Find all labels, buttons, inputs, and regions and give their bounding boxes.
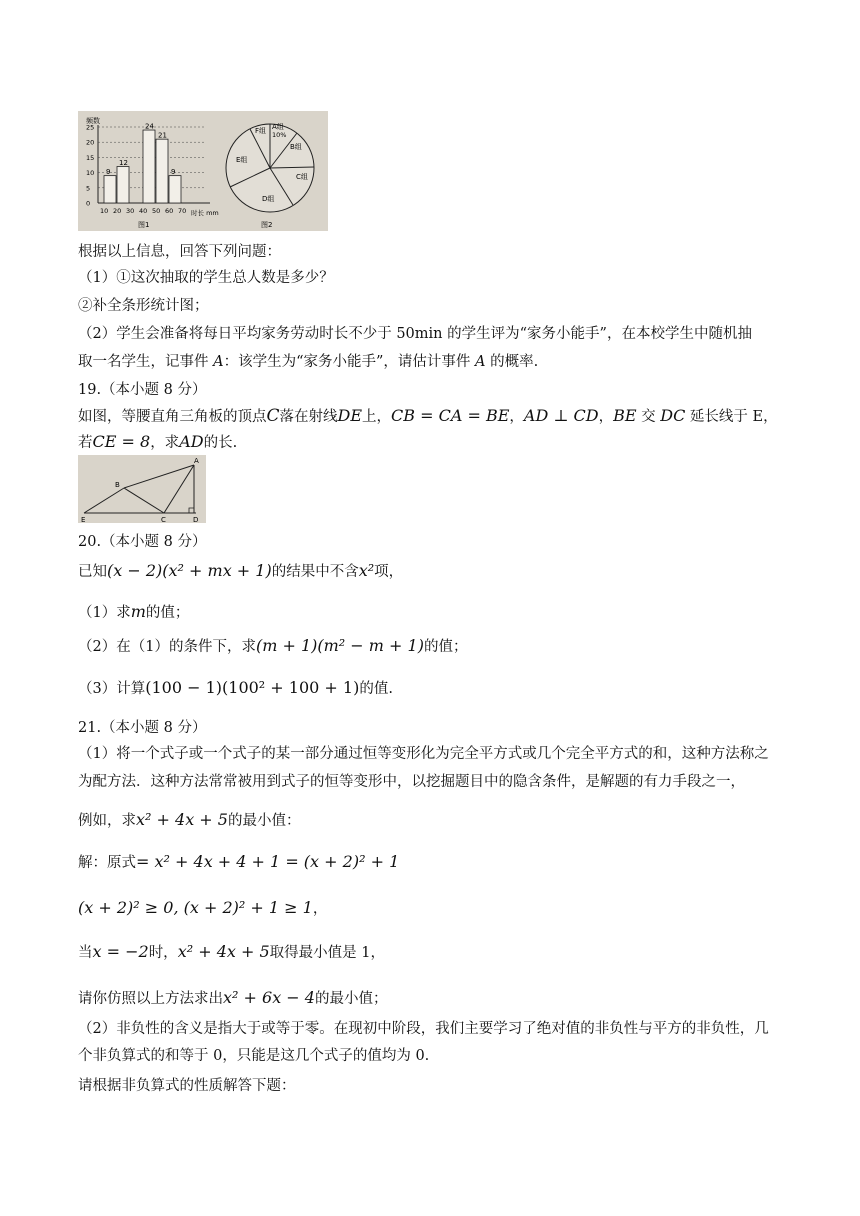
hist-xtick-label: 40 (139, 207, 148, 215)
statistics-figure-svg (78, 111, 328, 231)
q21-solution: 解：原式= x² + 4x + 4 + 1 = (x + 2)² + 1 (78, 852, 400, 871)
hist-xtick-label: 20 (113, 207, 122, 215)
label-d: D (193, 516, 199, 523)
q19-line2: 若CE = 8，求AD的长. (78, 432, 238, 451)
segment-ba (124, 465, 194, 488)
segment-bc (124, 488, 164, 513)
triangle-figure-svg (78, 455, 206, 523)
hist-xlabel: 时长 mm (191, 209, 219, 217)
q21-example: 例如，求x² + 4x + 5的最小值： (78, 810, 301, 829)
hist-xtick-label: 10 (100, 207, 109, 215)
pie-label-b: B组 (290, 143, 302, 151)
q19-line1: 如图，等腰直角三角板的顶点C落在射线DE上，CB = CA = BE，AD ⊥ CD，BE 交 DC 延长线于 E， (78, 406, 778, 426)
segment-ca (164, 465, 194, 513)
q21-when: 当x = −2时，x² + 4x + 5取得最小值是 1， (78, 942, 386, 961)
q18-part2a: （2）学生会准备将每日平均家务劳动时长不少于 50min 的学生评为“家务小能手”，在本校学生中随机抽 (78, 326, 752, 342)
q20-part3: （3）计算(100 − 1)(100² + 100 + 1)的值. (78, 678, 393, 697)
hist-bar (156, 139, 168, 203)
q20-line1: 已知(x − 2)(x² + mx + 1)的结果中不含x²项， (78, 561, 404, 580)
pie-label-e: E组 (236, 156, 248, 164)
q21-paragraph1: （1）将一个式子或一个式子的某一部分通过恒等变形化为完全平方式或几个完全平方式的和，这种方法称之为配方法．这种方法常常被用到式子的恒等变形中，以挖掘题目中的隐含条件，是解题的有力手段之一， (78, 746, 769, 790)
q20-part1: （1）求m的值； (78, 602, 190, 621)
hist-ytick-label: 25 (86, 123, 95, 132)
hist-ytick-label: 15 (86, 153, 95, 162)
pie-label-f: F组 (255, 127, 267, 135)
hist-ylabel: 频数 (86, 117, 100, 125)
hist-ytick-label: 0 (86, 199, 91, 208)
label-a: A (194, 457, 199, 465)
hist-xtick-label: 30 (126, 207, 135, 215)
q21-ask: 请你仿照以上方法求出x² + 6x − 4的最小值； (78, 988, 388, 1007)
intro-text: 根据以上信息，回答下列问题： (78, 244, 281, 260)
statistics-figure (78, 111, 328, 231)
pie-label-a-pct: 10% (272, 131, 287, 139)
q18-part1a: （1）①这次抽取的学生总人数是多少？ (78, 270, 334, 286)
pie-caption: 图2 (261, 221, 273, 229)
hist-bar-label: 21 (158, 131, 167, 140)
label-e: E (81, 516, 86, 523)
hist-bar-label: 9 (106, 168, 111, 177)
q18-part2b: 取一名学生，记事件 A：该学生为“家务小能手”，请估计事件 A 的概率. (78, 354, 539, 370)
q21-inequality: (x + 2)² ≥ 0, (x + 2)² + 1 ≥ 1， (78, 898, 328, 917)
q21-heading: 21.（本小题 8 分） (78, 720, 207, 736)
q18-part1b: ②补全条形统计图； (78, 298, 209, 314)
hist-bar-label: 24 (145, 122, 154, 131)
hist-bar (143, 130, 155, 203)
pie-label-c: C组 (296, 173, 308, 181)
q21-paragraph2: （2）非负性的含义是指大于或等于零。在现初中阶段，我们主要学习了绝对值的非负性与平方的非负性，几个非负算式的和等于 0，只能是这几个式子的值均为 0. (78, 1021, 769, 1064)
hist-bar (104, 176, 116, 203)
segment-eb (84, 488, 124, 513)
q20-heading: 20.（本小题 8 分） (78, 534, 207, 550)
q19-heading: 19.（本小题 8 分） (78, 382, 207, 398)
hist-ytick-label: 20 (86, 138, 95, 147)
q21-last: 请根据非负算式的性质解答下题： (78, 1078, 296, 1094)
hist-ytick-label: 5 (86, 184, 91, 193)
triangle-figure (78, 455, 206, 523)
q20-part2: （2）在（1）的条件下，求(m + 1)(m² − m + 1)的值； (78, 636, 468, 655)
hist-bar-label: 9 (171, 168, 176, 177)
hist-xtick-label: 70 (178, 207, 187, 215)
hist-ytick-label: 10 (86, 169, 95, 178)
right-angle-mark (189, 508, 194, 513)
hist-bar (117, 167, 129, 203)
hist-xtick-label: 50 (152, 207, 161, 215)
pie-label-a: A组 (272, 123, 284, 131)
hist-caption: 图1 (138, 221, 150, 229)
hist-xtick-label: 60 (165, 207, 174, 215)
hist-bar (169, 176, 181, 203)
label-b: B (115, 481, 120, 489)
pie-chart (226, 123, 314, 229)
label-c: C (161, 516, 166, 523)
pie-label-d: D组 (262, 195, 275, 203)
hist-bar-label: 12 (119, 159, 128, 168)
